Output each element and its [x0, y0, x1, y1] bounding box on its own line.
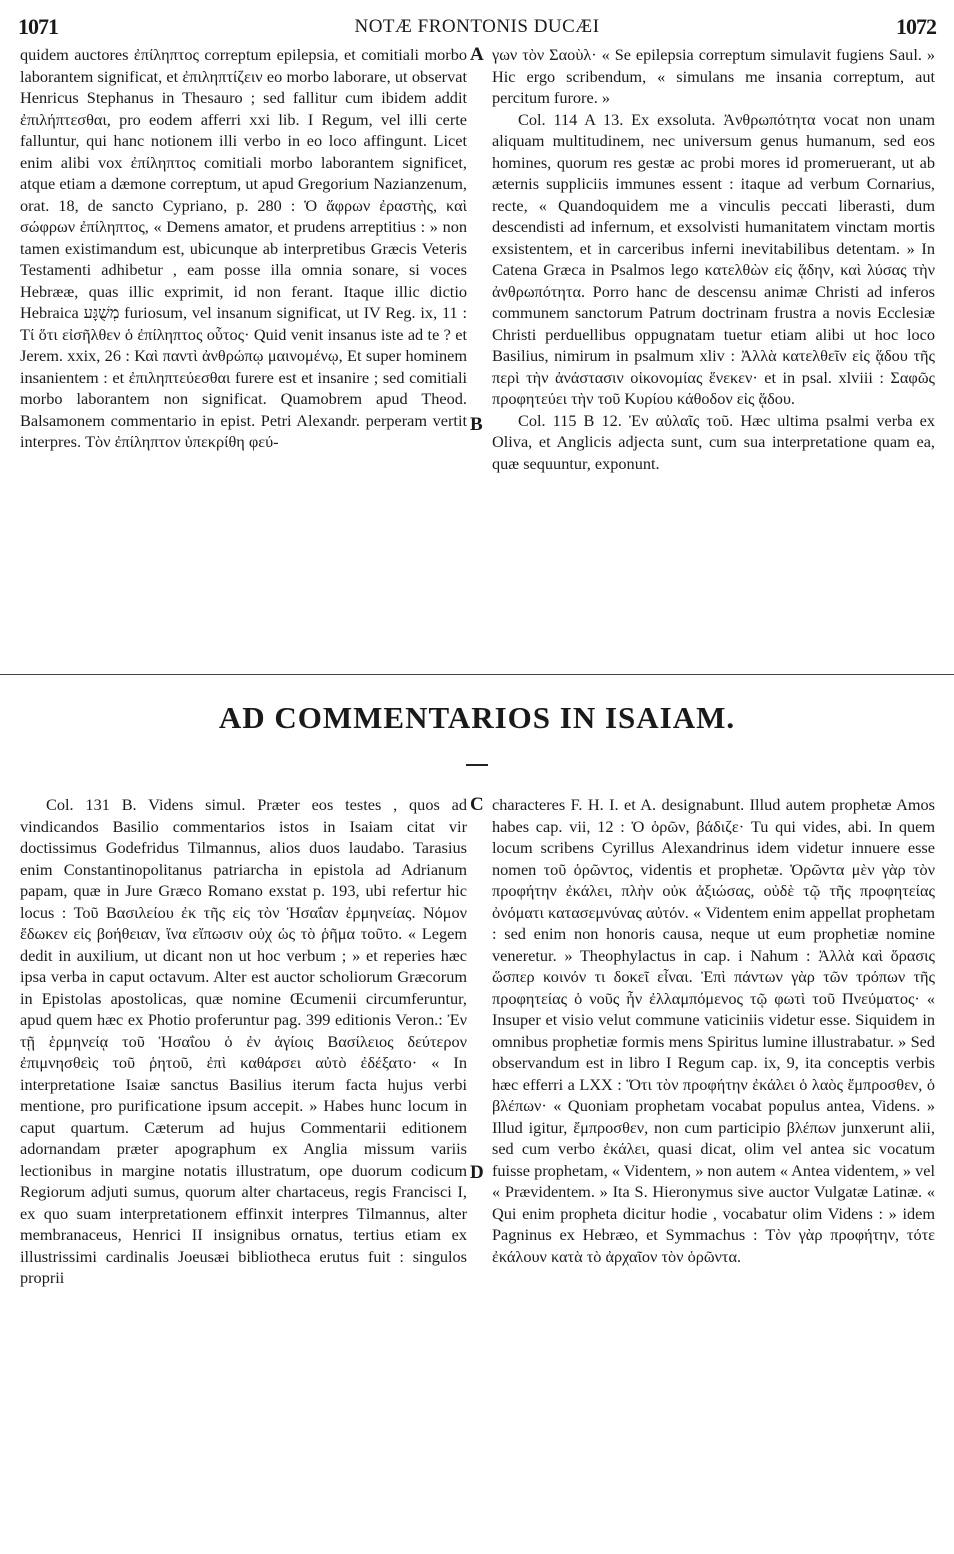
- margin-letter-d: D: [470, 1162, 484, 1183]
- page-number-left: 1071: [18, 14, 58, 39]
- page-header: [18, 14, 936, 42]
- section-divider: [0, 674, 954, 675]
- paragraph: quidem auctores ἐπίληπτος correptum epilepsia, et comitiali morbo laborantem significat, et ἐπιληπτίζειν eo morbo laborare, ut observat Henricus Stephanus in Thesauro ; sed fallitur cum ibidem addit ἐπιλήπτεσθαι, pro eodem afferri xxi lib. I Regum, vel illi certe falluntur, qui hanc notionem illi verbo in eo loco affingunt. Licet enim alibi vox ἐπίληπτος comitiali morbo laborantem significet, atque etiam a dæmone correptum, ut apud Gregorium Nazianzenum, orat. 18, de sancto Cypriano, p. 280 : Ὁ ἄφρων ἐραστὴς, καὶ σώφρων ἐπίληπτος, « Demens amator, et prudens arreptitius : » non tamen existimandum est, ubicunque ab interpretibus Græcis Veteris Testamenti adhibetur , eam posse illa omnia sonare, si voces Hebrææ, quas illic exprimit, id non ferant. Itaque illic dictio Hebraica מְשֻׁגָּע furiosum, vel insanum significat, ut IV Reg. ix, 11 : Τί ὅτι εἰσῆλθεν ὁ ἐπίληπτος οὗτος· Quid venit insanus iste ad te ? et Jerem. xxix, 26 : Καὶ παντὶ ἀνθρώπῳ μαινομένῳ, Et super hominem insanientem : et ἐπιληπτεύεσθαι furere est et insanire ; sed comitiali morbo laborantem non significat. Quamobrem apud Theod. Balsamonem commentario in epist. Petri Alexandr. perperam vertit interpres. Τὸν ἐπίληπτον ὑπεκρίθη φεύ-: [20, 45, 467, 451]
- section-title: AD COMMENTARIOS IN ISAIAM.: [218, 700, 736, 735]
- margin-letter-a: A: [470, 44, 484, 65]
- page-number-right: 1072: [896, 14, 936, 39]
- bottom-left-column: [20, 794, 467, 1289]
- margin-letter-c: C: [470, 794, 484, 815]
- paragraph: γων τὸν Σαοὺλ· « Se epilepsia correptum simulavit fugiens Saul. » Hic ergo scribendum, « simulans me insania correptum, aut percitum furore. »: [492, 45, 935, 107]
- paragraph: Col. 115 B 12. Ἐν αὐλαῖς τοῦ. Hæc ultima psalmi verba ex Oliva, et Anglicis adjecta sunt, cum sua interpretatione quam ea, quæ sequuntur, exponunt.: [492, 410, 935, 473]
- title-dash: [466, 764, 488, 766]
- top-right-column: [492, 44, 935, 474]
- top-left-column: [20, 44, 467, 453]
- paragraph: Col. 131 B. Videns simul. Præter eos testes , quos ad vindicandos Basilio commentarios istos in Isaiam citat vir doctissimus Godefridus Tilmannus, alios duos laudabo. Tarasius enim Constantinopolitanus patriarcha in epistola ad Adrianum papam, quæ in Jure Græco Romano exstat p. 193, ubi refertur hic locus : Τοῦ Βασιλείου ἐκ τῆς εἰς τὸν Ἡσαΐαν ἑρμηνείας. Νόμον ἔδωκεν εἰς βοήθειαν, ἵνα εἴπωσιν οὐχ ὡς τὸ ῥῆμα τοῦτο. « Legem dedit in auxilium, ut dicant non ut hoc verbum ; » et reperies hæc ipsa verba in caput octavum. Alter est auctor scholiorum Græcorum in Epistolas apostolicas, quæ nomine Œcumenii circumferuntur, apud quem hæc ex Photio proferuntur pag. 399 editionis Veron.: Ἐν τῇ ἑρμηνείᾳ τοῦ Ἡσαΐου ὁ ἐν ἁγίοις Βασίλειος δεύτερον ἐπιμνησθεὶς τοῦ ῥητοῦ, ἐπὶ καθάρσει αὐτὸ ἐδέξατο· « In interpretatione Isaiæ sanctus Basilius iterum facta hujus verbi mentione, pro purificatione ipsum accepit. » Habes hunc locum in caput quartum. Cæterum ad hujus Commentarii editionem adornandam præter apographum ex Anglia missum variis lectionibus in margine notatis illustratum, ope duorum codicum Regiorum adjuti sumus, quorum alter chartaceus, regis Francisci I, ex quo suam interpretationem effinxit interpres Tilmannus, alter membranaceus, Henrici II insignibus ornatus, tertius etiam ex illustrissimi cardinalis Joeusæi bibliotheca erutus fuit : singulos proprii: [20, 795, 467, 1287]
- bottom-right-column: [492, 794, 935, 1267]
- margin-letter-b: B: [470, 414, 483, 435]
- paragraph: Col. 114 A 13. Ex exsoluta. Ἀνθρωπότητα vocat non unam aliquam multitudinem, nec universum genus humanum, sed eos homines, quorum res gestæ ac probi mores id promeruerant, ut ab æternis suppliciis immunes essent : itaque ad verbum Cornarius, recte, « Quandoquidem me a vinculis peccati liberasti, dum descendisti ad infernum, et exsolvisti humanitatem vinctam mortis exsistentem, et in carceribus inferni inevitabilibus detentam. » In Catena Græca in Psalmos lego κατελθὼν εἰς ᾅδην, καὶ λύσας τὴν ἀνθρωπότητα. Porro hanc de descensu animæ Christi ad inferos communem sanctorum Patrum doctrinam frustra a novis Ecclesiæ Christi perduellibus oppugnatam tuetur etiam alibi ut hoc loco Basilius, nimirum in psalmum xliv : Ἀλλὰ κατελθεῖν εἰς ᾅδου τῆς περὶ τὴν ἀνάστασιν οἰκονομίας ἕνεκεν· et in psal. xlviii : Σαφῶς προφητεύει τὴν τοῦ Κυρίου κάθοδον εἰς ᾅδου.: [492, 109, 935, 408]
- paragraph: characteres F. H. I. et A. designabunt. Illud autem prophetæ Amos habes cap. vii, 12 : Ὁ ὁρῶν, βάδιζε· Tu qui vides, abi. In quem locum scribens Cyrillus Alexandrinus idem videtur innuere esse nomen τοῦ ὁρῶντος, videntis et prophetæ. Ὁρῶντα μὲν γὰρ τὸν προφήτην ἐκάλει, πλὴν οὐκ ἀξιώσας, οὐδὲ τῷ τῆς προφητείας ὀνόματι κατασεμνύνας αὐτόν. « Videntem enim appellat prophetam : sed enim non honoris causa, neque ut eum prophetiæ nomine veneretur. » Theophylactus in cap. i Nahum : Ἀλλὰ καὶ ὅρασις ὥσπερ κοινόν τι δοκεῖ εἶναι. Ἐπὶ πάντων γὰρ τῶν τρόπων τῆς προφητείας ὁ νοῦς ἦν ἐλλαμπόμενος τῷ φωτὶ τοῦ Πνεύματος· « Insuper et visio velut commune vaticiniis videtur esse. Siquidem in omnibus prophetiæ formis mens Spiritus lumine illustrabatur. » Sed observandum est in libro I Regum cap. ix, 9, ita conceptis verbis hæc efferri a LXX : Ὅτι τὸν προφήτην ἐκάλει ὁ λαὸς ἔμπροσθεν, ὁ βλέπων· « Quoniam prophetam vocabat populus antea, Videns. » Illud igitur, ἔμπροσθεν, non cum participio βλέπων junxerunt alii, sed cum verbo ἐκάλει, quasi dicat, olim vel antea sic vocatum fuisse prophetam, « Videntem, » non autem « Antea videntem, » vel « Prævidentem. » Ita S. Hieronymus sive auctor Vulgatæ Latinæ. « Qui enim propheta dicitur hodie , vocabatur olim Videns : » idem Pagninus ex Hebræo, et Symmachus : Τὸν γὰρ προφήτην, τότε ἐκάλουν κατὰ τὸ ἀρχαῖον τὸν ὁρῶντα.: [492, 795, 935, 1266]
- running-title: NOTÆ FRONTONIS DUCÆI: [354, 16, 600, 37]
